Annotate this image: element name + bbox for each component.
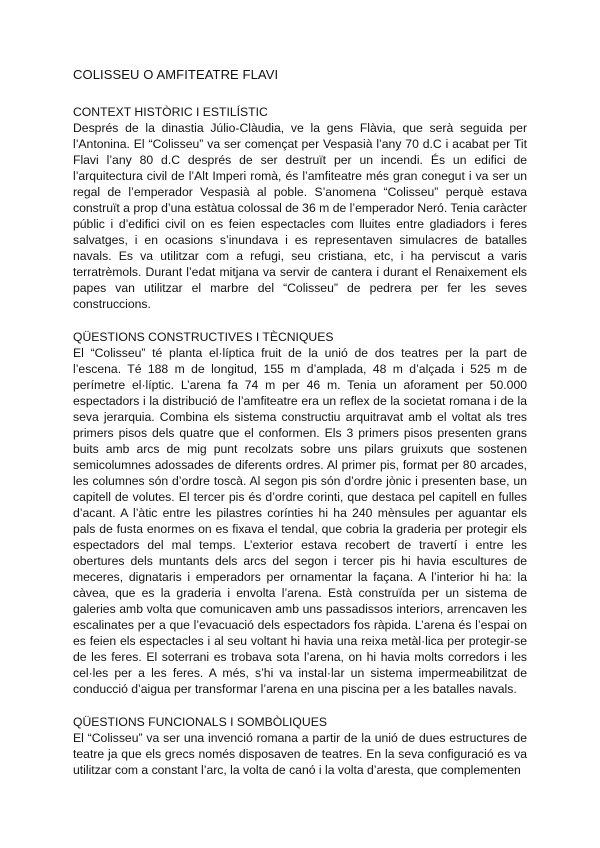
section-historical-context	[73, 104, 527, 312]
section-heading: CONTEXT HISTÒRIC I ESTILÍSTIC	[73, 105, 268, 119]
document-page	[73, 67, 527, 795]
section-constructive-questions	[73, 329, 527, 697]
section-heading: QÜESTIONS CONSTRUCTIVES I TÈCNIQUES	[73, 330, 334, 344]
section-paragraph: El “Colisseu” té planta el·líptica fruit de la unió de dos teatres per la part de l’escena. Té 188 m de longitud, 155 m d’amplada, 48 m d’alçada i 525 m de perímetre el·líptic. L’arena fa 74 m per 46 m. Tenia un aforament per 50.000 espectadors i la distribució de l’amfiteatre era un reflex de la societat romana i de la seva jerarquia. Combina els sistema constructiu arquitravat amb el voltat als tres primers pisos dels quatre que el conformen. Els 3 primers pisos presenten grans buits amb arcs de mig punt recolzats sobre uns pilars gruixuts que sostenen semicolumnes adossades de diferents ordres. Al primer pis, format per 80 arcades, les columnes són d’ordre toscà. Al segon pis són d’ordre jònic i presenten base, un capitell de volutes. El tercer pis és d’ordre corinti, que destaca pel capitell en fulles d’acant. A l’àtic entre les pilastres corínties hi ha 240 mènsules per aguantar els pals de fusta enormes on es fixava el tendal, que cobria la graderia per protegir els espectadors del mal temps. L’exterior estava recobert de travertí i entre les obertures dels muntants dels arcs del segon i tercer pis hi havia escultures de meceres, dignataris i emperadors per ornamentar la façana. A l’interior hi ha: la càvea, que es la graderia i envolta l’arena. Està construïda per un sistema de galeries amb volta que comunicaven amb uns passadissos interiors, arrencaven les escalinates per a que l’evacuació dels espectadors fos ràpida. L’arena és l’espai on es feien els espectacles i al seu voltant hi havia una reixa metàl·lica per protegir-se de les feres. El soterrani es trobava sota l’arena, on hi havia molts corredors i les cel·les per a les feres. A més, s’hi va instal·lar un sistema impermeabilitzat de conducció d’aigua per transformar l’arena en una piscina per a les batalles navals.	[73, 346, 527, 696]
section-functional-questions	[73, 714, 527, 778]
section-paragraph: Després de la dinastia Júlio-Clàudia, ve la gens Flàvia, que serà seguida per l’Antonina. El “Colisseu” va ser començat per Vespasià l’any 70 d.C i acabat per Tit Flavi l’any 80 d.C després de ser destruït per un incendi. És un edifici de l’arquitectura civil de l’Alt Imperi romà, és l’amfiteatre més gran conegut i va ser un regal de l’emperador Vespasià al poble. S’anomena “Colisseu” perquè estava construït a prop d’una estàtua colossal de 36 m de l’emperador Neró. Tenia caràcter públic i d’edifici civil on es feien espectacles com lluites entre gladiadors i feres salvatges, i en ocasions s’inundava i es representaven simulacres de batalles navals. Es va utilitzar com a refugi, seu cristiana, etc, i ha perviscut a varis terratrèmols. Durant l’edat mitjana va servir de cantera i durant el Renaixement els papes van utilitzar el marbre del “Colisseu” de pedrera per fer les seves construccions.	[73, 121, 527, 311]
section-heading: QÜESTIONS FUNCIONALS I SOMBÒLIQUES	[73, 715, 327, 729]
document-title: COLISSEU O AMFITEATRE FLAVI	[73, 67, 279, 82]
section-paragraph: El “Colisseu” va ser una invenció romana a partir de la unió de dues estructures de teatre ja que els grecs només disposaven de teatres. En la seva configuració es va utilitzar com a constant l’arc, la volta de canó i la volta d’aresta, que complementen	[73, 731, 527, 777]
